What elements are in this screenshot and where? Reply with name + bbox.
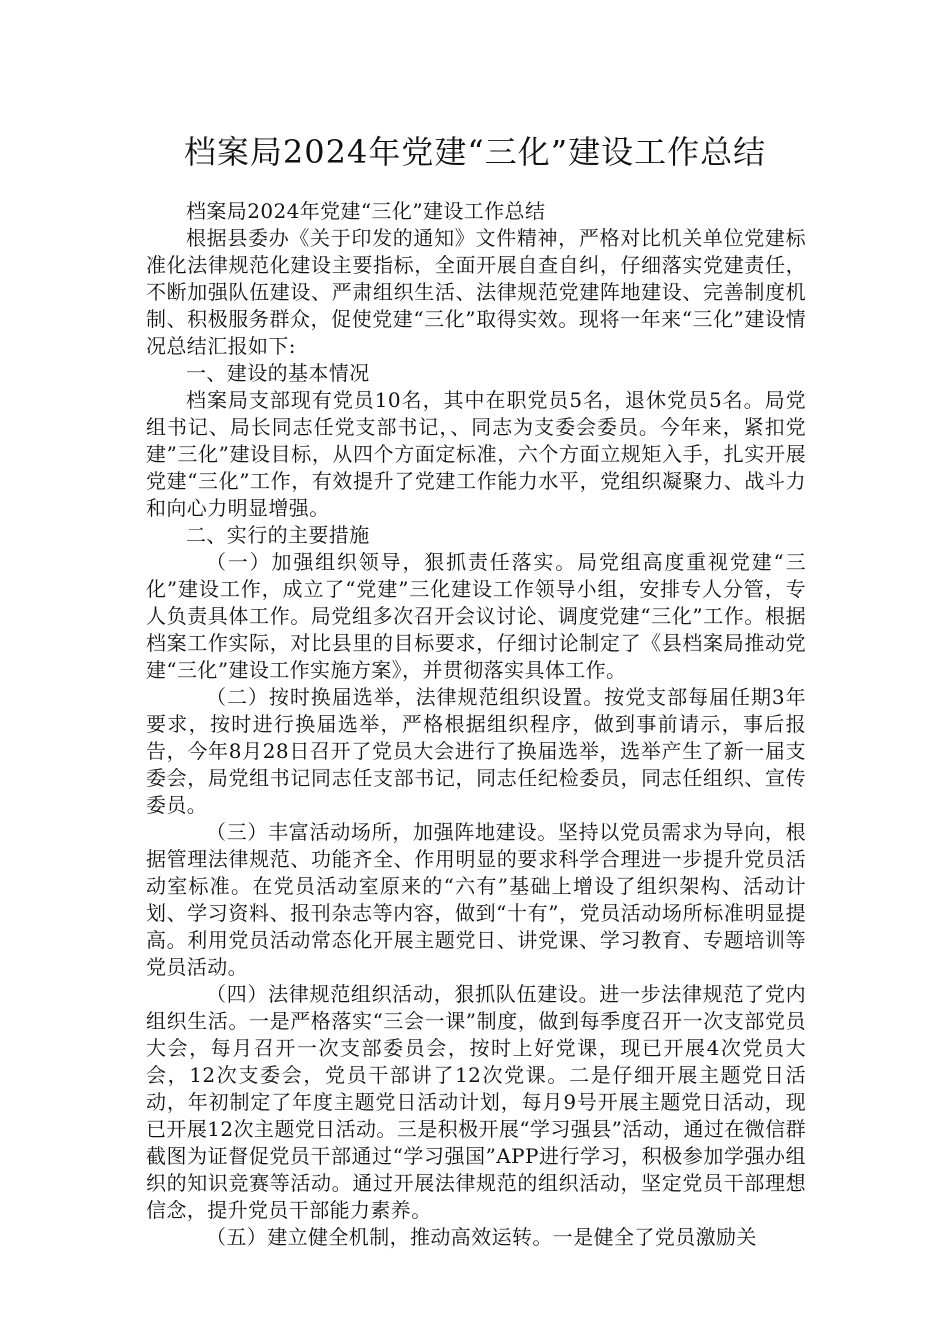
section-heading-main-measures: 二、实行的主要措施 bbox=[186, 523, 370, 547]
paragraph-intro: 根据县委办《关于印发的通知》文件精神，严格对比机关单位党建标准化法律规范化建设主要指标，全面开展自查自纠，仔细落实党建责任，不断加强队伍建设、严肃组织生活、法律规范党建阵地建设、完善制度机制、积极服务群众，促使党建“三化”取得实效。现将一年来“三化”建设情况总结汇报如下: bbox=[146, 226, 806, 358]
paragraph-measure-2: （二）按时换届选举，法律规范组织设置。按党支部每届任期3年要求，按时进行换届选举，严格根据组织程序，做到事前请示，事后报告，今年8月28日召开了党员大会进行了换届选举，选举产生了新一届支委会，局党组书记同志任支部书记，同志任纪检委员，同志任组织、宣传委员。 bbox=[146, 685, 806, 817]
paragraph-subtitle: 档案局2024年党建“三化”建设工作总结 bbox=[186, 199, 546, 223]
document-title: 档案局2024年党建“三化”建设工作总结 bbox=[183, 133, 767, 171]
paragraph-measure-4: （四）法律规范组织活动，狠抓队伍建设。进一步法律规范了党内组织生活。一是严格落实“三会一课”制度，做到每季度召开一次支部党员大会，每月召开一次支部委员会，按时上好党课，现已开展4次党员大会，12次支委会，党员干部讲了12次党课。二是仔细开展主题党日活动，年初制定了年度主题党日活动计划，每月9号开展主题党日活动，现已开展12次主题党日活动。三是积极开展“学习强县”活动，通过在微信群截图为证督促党员干部通过“学习强国”APP进行学习，积极参加学强办组织的知识竞赛等活动。通过开展法律规范的组织活动，坚定党员干部理想信念，提升党员干部能力素养。 bbox=[146, 982, 806, 1222]
paragraph-measure-1: （一）加强组织领导，狠抓责任落实。局党组高度重视党建“三化”建设工作，成立了“党建”三化建设工作领导小组，安排专人分管，专人负责具体工作。局党组多次召开会议讨论、调度党建“三化”工作。根据档案工作实际，对比县里的目标要求，仔细讨论制定了《县档案局推动党建“三化”建设工作实施方案》，并贯彻落实具体工作。 bbox=[146, 550, 806, 682]
document-body bbox=[146, 198, 806, 1251]
paragraph-basic-situation: 档案局支部现有党员10名，其中在职党员5名，退休党员5名。局党组书记、局长同志任党支部书记，、同志为支委会委员。今年来，紧扣党建”三化”建设目标，从四个方面定标准，六个方面立规矩入手，扎实开展党建“三化”工作，有效提升了党建工作能力水平，党组织凝聚力、战斗力和向心力明显增强。 bbox=[146, 388, 806, 520]
section-heading-basic-situation: 一、建设的基本情况 bbox=[186, 361, 370, 385]
paragraph-measure-5: （五）建立健全机制，推动高效运转。一是健全了党员激励关 bbox=[206, 1225, 757, 1249]
paragraph-measure-3: （三）丰富活动场所，加强阵地建设。坚持以党员需求为导向，根据管理法律规范、功能齐全、作用明显的要求科学合理进一步提升党员活动室标准。在党员活动室原来的“六有”基础上增设了组织架构、活动计划、学习资料、报刊杂志等内容，做到“十有”，党员活动场所标准明显提高。利用党员活动常态化开展主题党日、讲党课、学习教育、专题培训等党员活动。 bbox=[146, 820, 806, 979]
